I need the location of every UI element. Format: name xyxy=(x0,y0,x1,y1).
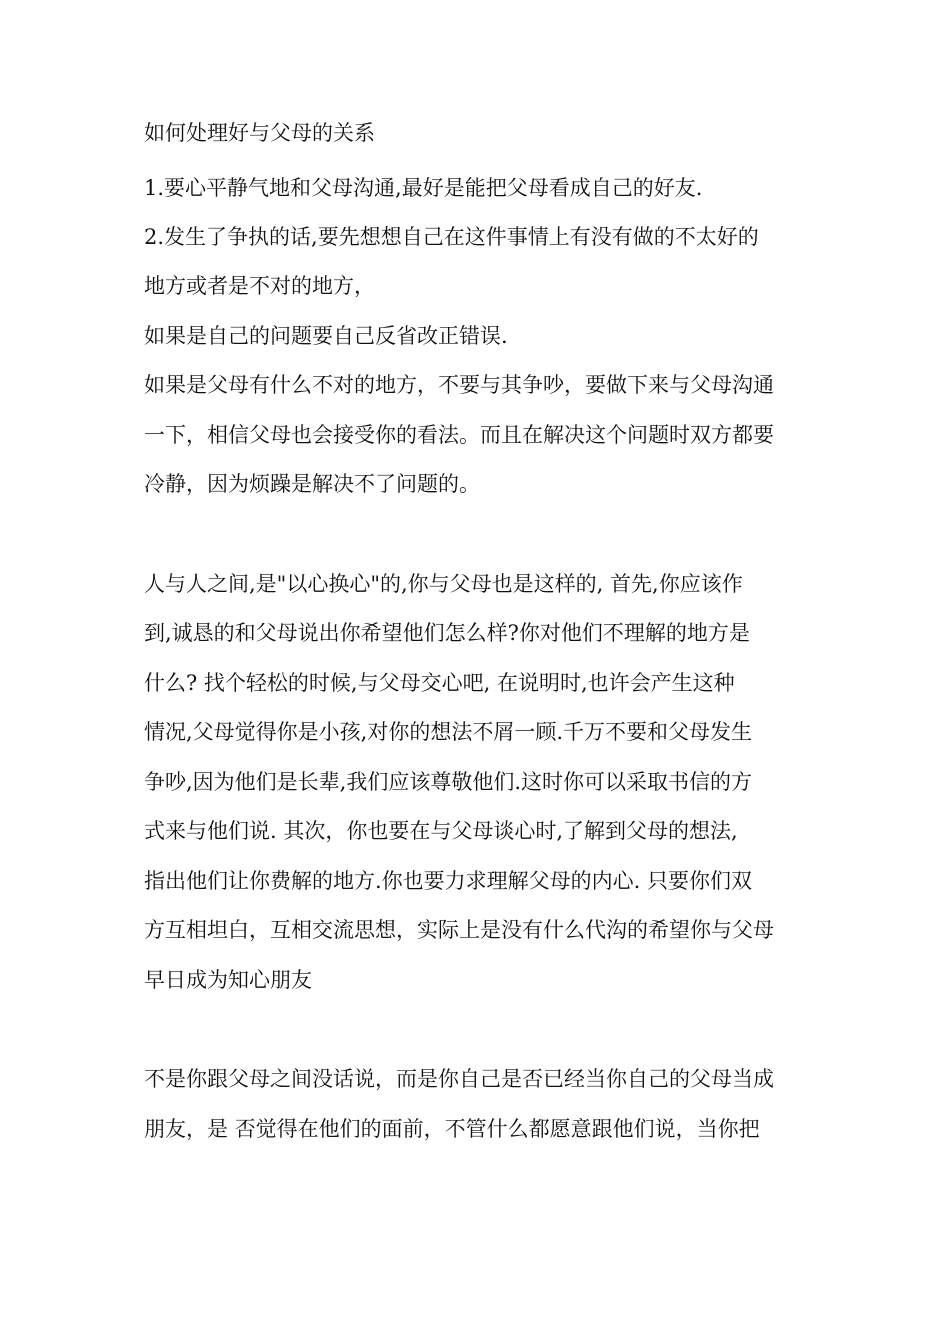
paragraph-line: 方互相坦白，互相交流思想，实际上是没有什么代沟的希望你与父母 xyxy=(144,918,774,942)
paragraph-line: 一下，相信父母也会接受你的看法。而且在解决这个问题时双方都要 xyxy=(144,423,774,447)
paragraph-line: 早日成为知心朋友 xyxy=(144,968,312,992)
paragraph-line: 式来与他们说. 其次，你也要在与父母谈心时,了解到父母的想法, xyxy=(144,819,738,843)
paragraph-line: 如果是自己的问题要自己反省改正错误. xyxy=(144,324,508,348)
paragraph-line: 情况,父母觉得你是小孩,对你的想法不屑一顾.千万不要和父母发生 xyxy=(144,720,753,744)
paragraph-line: 人与人之间,是"以心换心"的,你与父母也是这样的, 首先,你应该作 xyxy=(144,572,743,596)
paragraph-line: 争吵,因为他们是长辈,我们应该尊敬他们.这时你可以采取书信的方 xyxy=(144,770,753,794)
paragraph-line: 1.要心平静气地和父母沟通,最好是能把父母看成自己的好友. xyxy=(144,176,703,200)
paragraph-line: 什么? 找个轻松的时候,与父母交心吧, 在说明时,也许会产生这种 xyxy=(144,671,735,695)
paragraph-line: 地方或者是不对的地方， xyxy=(144,274,375,298)
paragraph-line: 冷静，因为烦躁是解决不了问题的。 xyxy=(144,472,480,496)
paragraph-line: 指出他们让你费解的地方.你也要力求理解父母的内心. 只要你们双 xyxy=(144,869,753,893)
paragraph-line: 不是你跟父母之间没话说，而是你自己是否已经当你自己的父母当成 xyxy=(144,1067,774,1091)
document-title: 如何处理好与父母的关系 xyxy=(144,121,375,145)
paragraph-line: 如果是父母有什么不对的地方，不要与其争吵，要做下来与父母沟通 xyxy=(144,373,774,397)
paragraph-line: 朋友，是 否觉得在他们的面前，不管什么都愿意跟他们说，当你把 xyxy=(144,1117,760,1141)
paragraph-line: 到,诚恳的和父母说出你希望他们怎么样?你对他们不理解的地方是 xyxy=(144,621,750,645)
paragraph-line: 2.发生了争执的话,要先想想自己在这件事情上有没有做的不太好的 xyxy=(144,225,759,249)
